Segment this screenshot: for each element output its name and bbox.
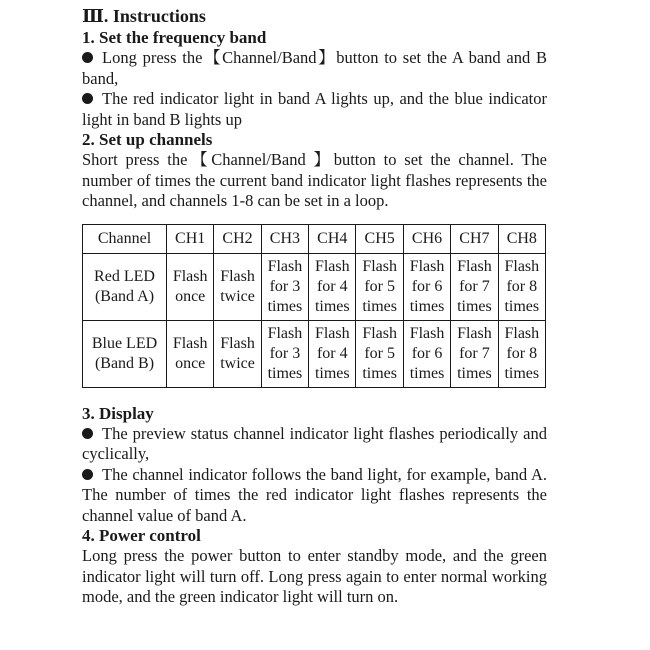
cell-line: times xyxy=(504,297,540,315)
cell-red-ch8 xyxy=(498,253,545,320)
row-label-blue-led xyxy=(83,320,167,387)
cell-line: Flash xyxy=(457,324,492,342)
cell-line: for 4 xyxy=(316,344,348,362)
cell-line: times xyxy=(314,364,350,382)
cell-blue-ch6 xyxy=(403,320,450,387)
set-frequency-band-heading: 1. Set the frequency band xyxy=(82,28,267,47)
display-bullet-2-text: The channel indicator follows the band light, for example, band A. The number of times the red indicator light flashes represents the channel value of band A. xyxy=(82,464,547,525)
set-channels-text: Short press the【Channel/Band 】button to set the channel. The number of times the current band indicator light flashes represents the channel, and channels 1-8 can be set in a loop. xyxy=(82,150,547,210)
cell-line: times xyxy=(267,364,303,382)
table-row-blue-led xyxy=(83,320,546,387)
bullet-icon xyxy=(82,93,93,104)
cell-line: Flash xyxy=(267,324,303,342)
table-header-row xyxy=(83,224,546,253)
cell-red-ch1 xyxy=(166,253,213,320)
row-label-line1: Blue LED xyxy=(91,334,158,352)
cell-line: Flash xyxy=(172,334,208,352)
cell-line: times xyxy=(362,297,397,315)
header-channel: Channel xyxy=(83,224,167,253)
cell-line: Flash xyxy=(504,324,540,342)
cell-blue-ch2 xyxy=(214,320,261,387)
display-bullet-1 xyxy=(82,424,547,465)
cell-blue-ch7 xyxy=(451,320,498,387)
cell-line: twice xyxy=(220,287,255,305)
cell-line: for 7 xyxy=(459,344,490,362)
cell-line: twice xyxy=(220,354,255,372)
cell-red-ch3 xyxy=(261,253,308,320)
cell-line: times xyxy=(362,364,397,382)
cell-line: for 4 xyxy=(316,277,348,295)
cell-line: times xyxy=(314,297,350,315)
cell-line: once xyxy=(175,354,206,372)
cell-line: for 6 xyxy=(411,344,443,362)
bullet-icon xyxy=(82,469,93,480)
band-bullet-1 xyxy=(82,48,547,89)
cell-blue-ch5 xyxy=(356,320,403,387)
bullet-icon xyxy=(82,52,93,63)
power-control-text: Long press the power button to enter standby mode, and the green indicator light will turn off. Long press again to enter normal working mode, and the green indicator light will turn on. xyxy=(82,546,547,606)
channel-table xyxy=(82,224,546,388)
cell-line: times xyxy=(409,364,445,382)
cell-line: for 5 xyxy=(364,344,395,362)
cell-line: Flash xyxy=(220,267,255,285)
header-ch7: CH7 xyxy=(451,224,498,253)
header-ch1: CH1 xyxy=(166,224,213,253)
cell-line: for 3 xyxy=(269,344,301,362)
cell-red-ch2 xyxy=(214,253,261,320)
cell-red-ch4 xyxy=(309,253,356,320)
cell-line: once xyxy=(175,287,206,305)
cell-line: Flash xyxy=(457,257,492,275)
set-channels-heading: 2. Set up channels xyxy=(82,130,213,149)
display-heading: 3. Display xyxy=(82,403,154,423)
cell-line: Flash xyxy=(314,324,350,342)
cell-line: times xyxy=(267,297,303,315)
cell-line: times xyxy=(504,364,540,382)
power-control-heading: 4. Power control xyxy=(82,526,201,545)
cell-line: Flash xyxy=(362,324,397,342)
row-label-red-led xyxy=(83,253,167,320)
band-bullet-1-text: Long press the【Channel/Band】button to set the A band and B band, xyxy=(82,48,547,88)
cell-line: times xyxy=(409,297,445,315)
band-bullet-2-text: The red indicator light in band A lights up, and the blue indicator light in band B lights up xyxy=(82,89,547,129)
header-ch3: CH3 xyxy=(261,224,308,253)
cell-blue-ch4 xyxy=(309,320,356,387)
cell-line: for 3 xyxy=(269,277,301,295)
cell-blue-ch1 xyxy=(166,320,213,387)
header-ch6: CH6 xyxy=(403,224,450,253)
cell-line: for 5 xyxy=(364,277,395,295)
cell-line: Flash xyxy=(409,257,445,275)
cell-line: Flash xyxy=(220,334,255,352)
cell-line: Flash xyxy=(362,257,397,275)
band-bullet-2 xyxy=(82,89,547,130)
cell-line: times xyxy=(457,364,492,382)
cell-line: for 8 xyxy=(506,344,538,362)
row-label-line1: Red LED xyxy=(94,267,155,285)
row-label-line2: (Band A) xyxy=(94,287,155,305)
header-ch2: CH2 xyxy=(214,224,261,253)
cell-line: Flash xyxy=(504,257,540,275)
header-ch8: CH8 xyxy=(498,224,545,253)
header-ch4: CH4 xyxy=(309,224,356,253)
cell-line: for 6 xyxy=(411,277,443,295)
cell-line: for 7 xyxy=(459,277,490,295)
display-bullet-1-text: The preview status channel indicator light flashes periodically and cyclically, xyxy=(82,423,547,463)
row-label-line2: (Band B) xyxy=(94,354,155,372)
header-ch5: CH5 xyxy=(356,224,403,253)
instructions-page xyxy=(82,4,547,608)
cell-blue-ch8 xyxy=(498,320,545,387)
section-title: Ⅲ. Instructions xyxy=(82,6,206,26)
cell-red-ch6 xyxy=(403,253,450,320)
cell-line: times xyxy=(457,297,492,315)
table-row-red-led xyxy=(83,253,546,320)
cell-line: Flash xyxy=(267,257,303,275)
display-bullet-2 xyxy=(82,465,547,527)
bullet-icon xyxy=(82,428,93,439)
cell-line: Flash xyxy=(409,324,445,342)
cell-red-ch5 xyxy=(356,253,403,320)
cell-line: Flash xyxy=(172,267,208,285)
cell-blue-ch3 xyxy=(261,320,308,387)
cell-line: Flash xyxy=(314,257,350,275)
cell-line: for 8 xyxy=(506,277,538,295)
cell-red-ch7 xyxy=(451,253,498,320)
